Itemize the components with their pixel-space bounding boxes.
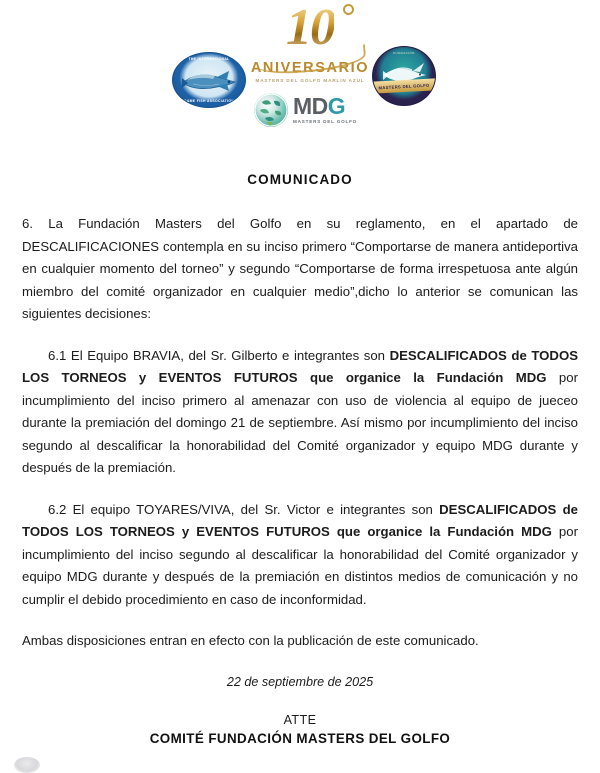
anniversary-subtitle: MASTERS DEL GOLFO MARLIN AZUL: [255, 78, 365, 83]
document-date: 22 de septiembre de 2025: [226, 674, 374, 689]
igfa-ring-bottom-text: GAME FISH ASSOCIATION: [183, 99, 235, 103]
item-6-2-tail: por incumplimiento del inciso segundo al descalificar la honorabilidad del Comité organizador y equipo MDG durante y después de la premiación en distintos medios de comunicación y no cumplir el debido procedimiento en caso de inconformidad.: [22, 524, 578, 607]
anniversary-logo: [248, 2, 372, 83]
cropped-seal-artifact: [14, 757, 40, 773]
item-6-2-emphasis: DESCALIFICADOS de TODOS LOS TORNEOS y EVENTOS FUTUROS que organice la Fundación MDG: [22, 501, 578, 539]
mdg-wordmark-logo: [254, 90, 364, 130]
document-title: COMUNICADO: [247, 172, 353, 187]
paragraph-item-6-1: [22, 345, 578, 480]
item-6-1-emphasis: DESCALIFICADOS de TODOS LOS TORNEOS y EVENTOS FUTUROS que organice la Fundación MDG: [22, 347, 578, 385]
igfa-logo: [172, 52, 246, 108]
paragraph-intro: 6. La Fundación Masters del Golfo en su reglamento, en el apartado de DESCALIFICACIONES contempla en su inciso primero “Comportarse de manera antideportiva en cualquier momento del torneo” y segundo “Comportarse de forma irrespetuosa ante algún miembro del comité organizador en cualquier medio”,dicho lo anterior se comunican las siguientes decisiones:: [22, 216, 578, 321]
document-body: [0, 172, 600, 746]
logo-header-band: [0, 0, 600, 140]
mdg-initials: [293, 95, 357, 118]
mdg-initials-md: MD: [293, 93, 328, 120]
mdg-initials-g: G: [327, 93, 346, 120]
igfa-ring-top-text: THE INTERNATIONAL: [188, 57, 230, 61]
mdg-badge-banner: [372, 78, 436, 94]
mdg-badge-top-text: FUNDACIÓN: [393, 51, 415, 55]
anniversary-number: 10: [286, 0, 334, 56]
anniversary-degree-mark: [343, 4, 354, 15]
paragraph-closing: Ambas disposiciones entran en efecto con la publicación de este comunicado.: [22, 633, 479, 648]
signer-name: COMITÉ FUNDACIÓN MASTERS DEL GOLFO: [149, 730, 451, 746]
mdg-badge-banner-text: MASTERS DEL GOLFO: [378, 82, 430, 90]
item-6-1-tail: por incumplimiento del inciso primero al amenazar con uso de violencia al equipo de jueceo durante la premiación del domingo 21 de septiembre. Así mismo por incumplimiento del inciso segundo al descalificar la honorabilidad del Comité organizador y equipo MDG durante y después de la premiación.: [22, 370, 578, 475]
paragraph-item-6-2: [22, 499, 578, 612]
mdg-wordmark-subtitle: MASTERS DEL GOLFO: [293, 119, 358, 125]
igfa-fish-icon: [181, 67, 237, 93]
item-6-2-lead: 6.2 El equipo TOYARES/VIVA, del Sr. Victor e integrantes son: [48, 501, 440, 517]
masters-del-golfo-badge-logo: [372, 46, 436, 106]
mdg-globe-icon: [254, 93, 288, 127]
anniversary-word: ANIVERSARIO: [250, 60, 370, 76]
item-6-1-lead: 6.1 El Equipo BRAVIA, del Sr. Gilberto e integrantes son: [48, 347, 390, 363]
signoff-label: ATTE: [283, 712, 317, 727]
